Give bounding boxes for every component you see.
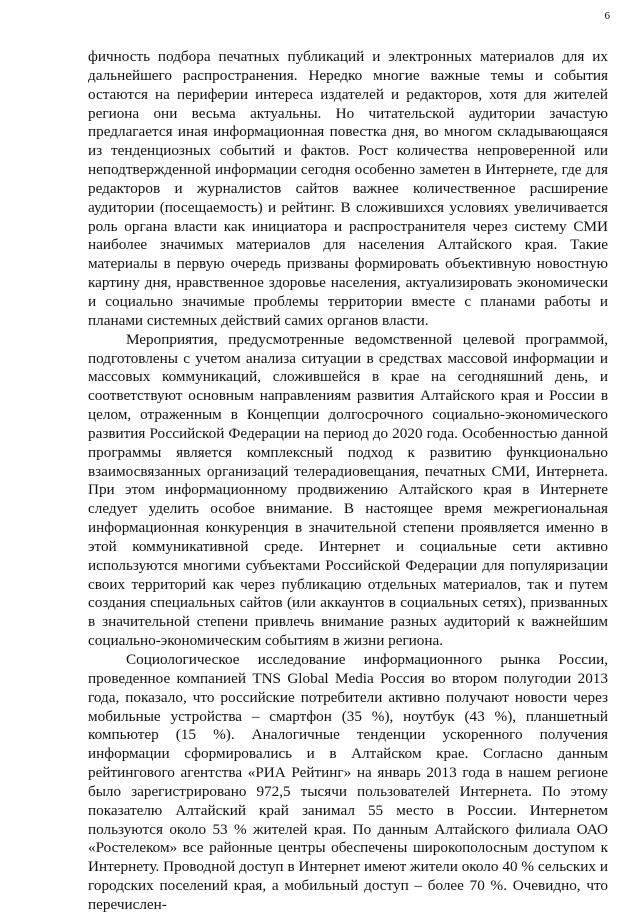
page-number: 6	[604, 10, 610, 22]
paragraph-program-activities: Мероприятия, предусмотренные ведомственной целевой программой, подготовлены с учетом анализа ситуации в средствах массовой информации и массовых коммуникаций, сложившейся в крае на сегодняшний день, и соответствуют основным направлениям развития Алтайского края и России в целом, отраженным в Концепции долгосрочного социально-экономического развития Российской Федерации на период до 2020 года. Особенностью данной программы является комплексный подход к развитию функционально взаимосвязанных организаций телерадиовещания, печатных СМИ, Интернета. При этом информационному продвижению Алтайского края в Интернете следует уделить особое внимание. В настоящее время межрегиональная информационная конкуренция в значительной степени проявляется именно в этой коммуникативной среде. Интернет и социальные сети активно используются многими субъектами Российской Федерации для популяризации своих территорий как через публикацию отдельных материалов, так и путем создания специальных сайтов (или аккаунтов в социальных сетях), призванных в значительной степени привлечь внимание разных аудиторий к важнейшим социально-экономическим событиям в жизни региона.	[88, 330, 608, 650]
document-body	[88, 48, 608, 915]
paragraph-continued: фичность подбора печатных публикаций и электронных материалов для их дальнейшего распространения. Нередко многие важные темы и события остаются на периферии интереса издателей и редакторов, хотя для жителей региона они весьма актуальны. Но читательской аудитории зачастую предлагается иная информационная повестка дня, во многом складывающаяся из тенденциозных событий и фактов. Рост количества непроверенной или неподтвержденной информации сегодня особенно заметен в Интернете, где для редакторов и журналистов сайтов важнее количественное расширение аудитории (посещаемость) и рейтинг. В сложившихся условиях увеличивается роль органа власти как инициатора и распространителя через систему СМИ наиболее значимых материалов для населения Алтайского края. Такие материалы в первую очередь призваны формировать объективную новостную картину дня, нравственное здоровье населения, актуализировать экономически и социально значимые проблемы территории вместе с планами работы и планами системных действий самих органов власти.	[88, 48, 608, 329]
paragraph-sociological-study: Социологическое исследование информационного рынка России, проведенное компанией TNS Global Media Россия во втором полугодии 2013 года, показало, что российские потребители активно получают новости через мобильные устройства – смартфон (35 %), ноутбук (43 %), планшетный компьютер (15 %). Аналогичные тенденции ускоренного получения информации сформировались и в Алтайском крае. Согласно данным рейтингового агентства «РИА Рейтинг» на январь 2013 года в нашем регионе было зарегистрировано 972,5 тысячи пользователей Интернета. По этому показателю Алтайский край занимал 55 место в России. Интернетом пользуются около 53 % жителей края. По данным Алтайского филиала ОАО «Ростелеком» все районные центры обеспечены широкополосным доступом к Интернету. Проводной доступ в Интернет имеют жители около 40 % сельских и городских поселений края, а мобильный доступ – более 70 %. Очевидно, что перечислен-	[88, 651, 608, 913]
